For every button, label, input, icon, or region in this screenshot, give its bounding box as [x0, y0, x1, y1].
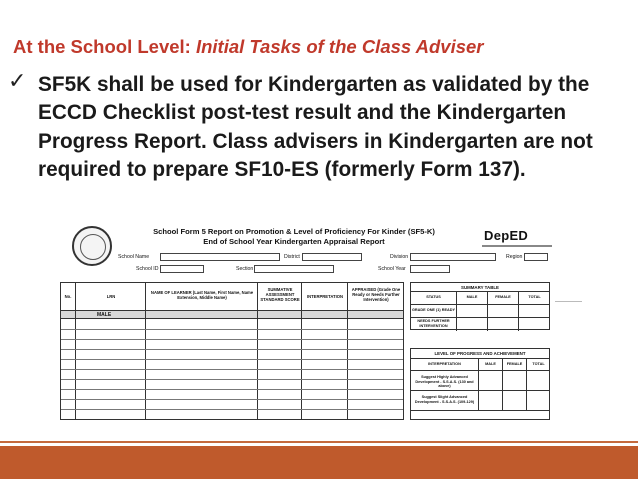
levels-title: LEVEL OF PROGRESS AND ACHIEVEMENT [411, 349, 549, 359]
levels-cell [503, 371, 527, 390]
grid-row-line [61, 389, 403, 390]
field-district [302, 253, 362, 261]
summary-col-female: FEMALE [488, 292, 519, 304]
male-row [61, 311, 403, 319]
bullet-text: SF5K shall be used for Kindergarten as validated by the ECCD Checklist post-test result and the Kindergarten Progress Report. Class advisers in Kindergarten are not required to prepare SF10-ES (formerly Form 137). [38, 73, 593, 182]
summary-cell [488, 318, 519, 331]
label-district: District [284, 254, 300, 260]
col-lrn: LRN [106, 294, 116, 299]
field-school-id [160, 265, 204, 273]
levels-row-1-label: Suggest Highly Advanced Development - S.S.A.S. (130 and above) [411, 371, 479, 390]
levels-cell [503, 391, 527, 410]
learner-table [60, 282, 404, 420]
levels-header-row [411, 359, 549, 371]
footer-bar [0, 446, 638, 479]
levels-row-2-label: Suggest Slight Advanced Development - S.S.A.S. (109-129) [411, 391, 479, 410]
grid-row-line [61, 399, 403, 400]
slide-title [13, 36, 484, 58]
form-title [124, 227, 464, 246]
levels-cell [479, 391, 503, 410]
summary-row-intervention [411, 318, 549, 331]
summary-table [410, 282, 550, 330]
deped-logo: DepED [484, 228, 529, 243]
levels-col-male: MALE [479, 359, 503, 370]
checkmark-icon: ✓ [8, 68, 27, 93]
field-school-name [160, 253, 280, 261]
grid-row-line [61, 369, 403, 370]
summary-col-total: TOTAL [528, 295, 541, 299]
deped-seal-icon [72, 226, 112, 266]
field-section [254, 265, 334, 273]
male-label: MALE [97, 312, 112, 318]
levels-row-2 [411, 391, 549, 411]
label-school-name: School Name [118, 254, 150, 260]
slide-title-emphasis: Initial Tasks of the Class Adviser [195, 36, 484, 57]
field-region [524, 253, 548, 261]
label-school-year: School Year [378, 266, 406, 272]
col-no: No. [64, 294, 72, 299]
levels-table [410, 348, 550, 420]
field-division [410, 253, 496, 261]
decorative-line [555, 301, 582, 302]
label-region: Region [506, 254, 523, 260]
col-appraised: APPRAISED (Grade One Ready or Needs Further Intervention) [351, 287, 401, 302]
grid-row-line [61, 359, 403, 360]
label-school-id: School ID [136, 266, 159, 272]
summary-col-male: MALE [457, 292, 488, 304]
summary-row-intervention-label: NEEDS FURTHER INTERVENTION [411, 318, 457, 331]
summary-header-row [411, 292, 549, 305]
summary-row-ready [411, 305, 549, 318]
summary-cell [457, 318, 488, 331]
levels-cell [479, 371, 503, 390]
logo-underline [482, 245, 552, 247]
summary-cell [457, 305, 488, 317]
grid-row-line [61, 329, 403, 330]
learner-table-header [61, 283, 403, 311]
grid-row-line [61, 339, 403, 340]
levels-col-female: FEMALE [503, 359, 527, 370]
col-name: NAME OF LEARNER (Last Name, First Name, Name Extension, Middle Name) [150, 290, 254, 300]
slide-title-prefix: At the School Level: [13, 36, 196, 57]
levels-col-interpretation: INTERPRETATION [411, 359, 479, 370]
footer-accent-line [0, 441, 638, 443]
grid-row-line [61, 379, 403, 380]
summary-cell [488, 305, 519, 317]
form-title-line2: End of School Year Kindergarten Appraisal Report [203, 236, 385, 246]
label-division: Division [390, 254, 409, 260]
field-school-year [410, 265, 450, 273]
summary-col-status: STATUS [411, 292, 457, 304]
levels-col-total: TOTAL [532, 362, 545, 366]
summary-row-ready-label: GRADE ONE (1) READY [411, 305, 457, 317]
form-title-line1: School Form 5 Report on Promotion & Level of Proficiency For Kinder (SF5-K) [153, 227, 435, 236]
grid-row-line [61, 349, 403, 350]
label-section: Section [236, 266, 254, 272]
summary-title: SUMMARY TABLE [411, 283, 549, 292]
levels-row-1 [411, 371, 549, 391]
sf5k-form-image [60, 224, 580, 420]
grid-row-line [61, 409, 403, 410]
col-summative: SUMMATIVE ASSESSMENT STANDARD SCORE [260, 287, 300, 302]
col-interpretation: INTERPRETATION [306, 294, 344, 299]
